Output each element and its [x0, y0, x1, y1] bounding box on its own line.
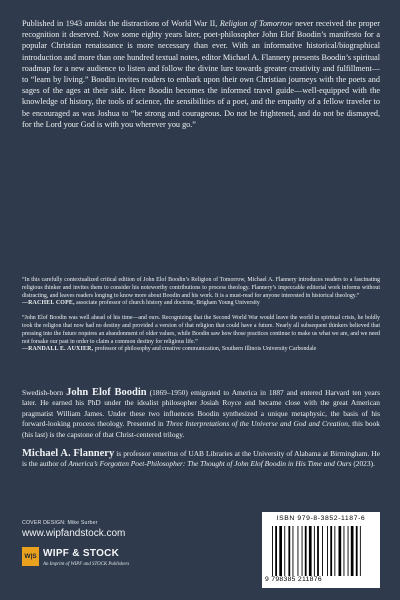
author-bio-prefix: Swedish-born: [22, 388, 67, 397]
publisher-name: WIPF & STOCK: [43, 548, 120, 559]
author-bio-text-end: , this book (his last) is the capstone of that Christ-centered trilogy.: [22, 419, 380, 439]
endorser-affiliation: associate professor of church history and doctrine, Brigham Young University: [74, 300, 260, 307]
barcode-icon: [272, 526, 372, 576]
endorsement-auxier: [22, 315, 380, 354]
author-name: John Elof Boodin: [66, 387, 147, 398]
book-description: [22, 18, 380, 130]
barcode-digits: 9 798385 211876: [265, 576, 322, 583]
cover-design-credit: COVER DESIGN: Mike Surber: [22, 520, 98, 526]
editor-bio-text-end: (2023).: [351, 459, 375, 469]
endorsement-text: “In this carefully contextualized critical edition of John Elof Boodin’s Religion of Tomorrow, Michael A. Flannery introduces readers to a fascinating religious thinker and invites them to consider his noteworthy contributions to process theology. Flannery’s impeccable editorial work informs without distracting, and leaves readers longing to know more about Boodin and his work. It is a must-read for anyone interested in historical theology.”: [22, 277, 380, 299]
editor-bio-text: is professor emeritus of UAB Libraries at the University of Alabama at Birmingham. He is the author of: [22, 449, 380, 469]
endorsement-cope: [22, 277, 380, 308]
trilogy-titles: Three Interpretations of the Universe and God and Creation: [165, 419, 349, 429]
endorsements: [22, 277, 380, 354]
editor-book-title: America’s Forgotten Poet-Philosopher: The Thought of John Elof Boodin in His Time and Ours: [68, 459, 352, 469]
author-bio: [22, 388, 380, 440]
book-title-italic: Religion of Tomorrow: [219, 19, 293, 28]
isbn-label: ISBN 979-8-3852-1187-6: [276, 515, 366, 522]
editor-name: Michael A. Flannery: [22, 448, 115, 459]
endorsement-attribution: [22, 346, 380, 354]
endorser-name: —RACHEL COPE,: [22, 300, 75, 307]
endorsement-attribution: [22, 300, 380, 308]
editor-bio: [22, 449, 380, 470]
isbn-barcode-panel: [262, 512, 380, 588]
endorser-affiliation: professor of philosophy and creative communication, Southern Illinois University Carbondale: [93, 346, 317, 353]
publisher-website[interactable]: www.wipfandstock.com: [22, 528, 126, 539]
wipf-stock-logo-icon: W|S: [22, 547, 39, 566]
blurb-text-rest: never received the proper recognition it deserved. Now some eighty years later, poet-philosopher John Elof Boodin’s manifesto for a popular Christian renaissance is more necessary than ever. With an informative historical/biographical introduction and more than one hundred textual notes, editor Michael A. Flannery presents Boodin’s spiritual roadmap for a new audience to listen and follow the divine lure towards greater creativity and fulfillment—to “learn by living.” Boodin invites readers to embark upon their own Christian journeys with the poets and sages of the ages at their side. Here Boodin becomes the informed travel guide—well-equipped with the knowledge of history, the tools of science, the sensibilities of a poet, and the empathy of a fellow traveler to be encouraged as was Joshua to “be strong and courageous. Do not be frightened, and do not be dismayed, for the Lord your God is with you wherever you go.”: [22, 19, 381, 129]
blurb-text-start: Published in 1943 amidst the distractions of World War II,: [22, 19, 220, 28]
endorsement-text: “John Elof Boodin was well ahead of his time—and ours. Recognizing that the Second World War would leave the world in spiritual crisis, he boldly took the religion that now had no destiny and provided a version of that religion that could have a future. Nearly all subsequent thinkers believed that pressing into the future requires an abandonment of older values, while Boodin saw how those practices continue to make us what we are, and we need not forsake our past in order to claim a common destiny for religious life.”: [22, 315, 380, 345]
endorser-name: —RANDALL E. AUXIER,: [22, 346, 94, 353]
publisher-logo-block: [22, 545, 182, 577]
author-bio-text: (1869–1950) emigrated to America in 1887 and entered Harvard ten years later. He earned his PhD under the idealist philosopher Josiah Royce and became close with the great American pragmatist William James. Under these two influences Boodin synthesized a unique metaphysic, the basis of his forward-looking process theology. Presented in: [22, 388, 381, 429]
publisher-imprint-tagline: An Imprint of WIPF and STOCK Publishers: [43, 562, 130, 567]
